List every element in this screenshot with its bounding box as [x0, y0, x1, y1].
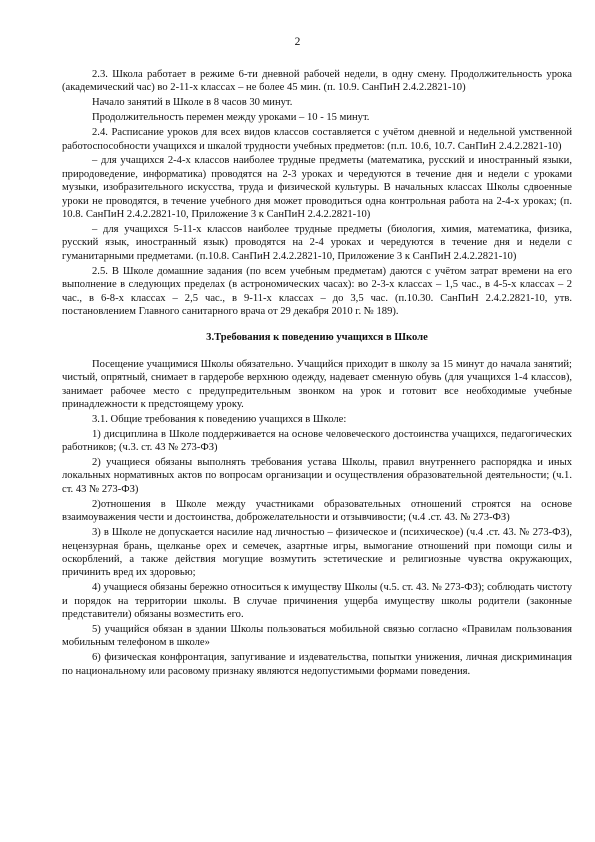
rule-item-3: 3) в Школе не допускается насилие над личностью – физическое и (психическое) (ч.4 .ст. 43. № 273-ФЗ), нецензурная брань, щелканье орех и семечек, азартные игры, вымогание отношений при помощи силы и оскорблений, а также действия могущие возмутить эстетические и религиозные чувства окружающих, причинить вред их здоровью; — [62, 527, 572, 579]
page-number: 2 — [294, 36, 301, 48]
section-heading: 3.Требования к поведению учащихся в Школе — [206, 332, 428, 344]
rule-item-6: 6) физическая конфронтация, запугивание и издевательства, попытки унижения, личная дискриминация по национальному или расовому признаку являются недопустимыми формами поведения. — [62, 652, 572, 677]
paragraph-2-3: 2.3. Школа работает в режиме 6-ти дневной рабочей недели, в одну смену. Продолжительность урока (академический час) во 2-11-х классах – не более 45 мин. (п. 10.9. СанПиН 2.4.2.2821-10) — [62, 69, 572, 94]
rule-item-5: 5) учащийся обязан в здании Школы пользоваться мобильной связью согласно «Правилам пользования мобильным телефоном в школе» — [62, 623, 572, 649]
rule-item-2: 2) учащиеся обязаны выполнять требования устава Школы, правил внутреннего распорядка и иных локальных нормативных актов по вопросам организации и осуществления образовательной деятельности; (ч.1. ст. 43 № 273-ФЗ) — [62, 457, 572, 495]
paragraph-attendance: Посещение учащимися Школы обязательно. Учащийся приходит в школу за 15 минут до начала занятий; чистый, опрятный, снимает в гардеробе верхнюю одежду, надевает сменную обувь (для учащихся 1-4 классов), занимает рабочее место с предупредительным звонком на урок и готовит все необходимые учебные принадлежности к предстоящему уроку. — [62, 358, 572, 410]
paragraph-3-1: 3.1. Общие требования к поведению учащихся в Школе: — [92, 413, 347, 425]
rule-item-4: 4) учащиеся обязаны бережно относиться к имуществу Школы (ч.5. ст. 43. № 273-ФЗ); соблюдать чистоту и порядок на территории школы. В случае причинения ущерба имуществу школы родители (законные представители) обязаны возместить его. — [62, 582, 572, 621]
paragraph-2-4: 2.4. Расписание уроков для всех видов классов составляется с учётом дневной и недельной умственной работоспособности учащихся и шкалой трудности учебных предметов: (п.п. 10.6, 10.7. СанПиН 2.4.2.2821-10) — [62, 127, 572, 152]
rule-item-1: 1) дисциплина в Школе поддерживается на основе человеческого достоинства учащихся, педагогических работников; (ч.3. ст. 43 № 273-ФЗ) — [62, 428, 572, 454]
document-body — [62, 68, 572, 680]
paragraph-grades-5-11: – для учащихся 5-11-х классов наиболее трудные предметы (биология, химия, математика, физика, русский язык, иностранный язык) проводятся на 2-4 уроках и чередуются в течение дня и недели с гуманитарными предметами. (п.10.8. СанПиН 2.4.2.2821-10, Приложение 3 к СанПиН 2.4.2.2821-10) — [62, 223, 572, 262]
paragraph-break-duration: Продолжительность перемен между уроками – 10 - 15 минут. — [92, 112, 370, 124]
rule-item-2b: 2)отношения в Школе между участниками образовательных отношений строятся на основе взаимоуважения чести и достоинства, доброжелательности и отзывчивости; (ч.4 .ст. 43. № 273-ФЗ) — [62, 498, 572, 524]
paragraph-grades-2-4: – для учащихся 2-4-х классов наиболее трудные предметы (математика, русский и иностранный языки, природоведение, информатика) проводятся на 2-3 уроках и чередуются в течение дня и недели с уроками музыки, изобразительного искусства, труда и физической культуры. В начальных классах Школы сдвоенные уроки не проводятся, в течение учебного дня может проводиться одна контрольная работа на 2-4-х уроках; (п. 10.8. СанПиН 2.4.2.2821-10, Приложение 3 к СанПиН 2.4.2.2821-10) — [62, 155, 572, 221]
paragraph-2-5: 2.5. В Школе домашние задания (по всем учебным предметам) даются с учётом затрат времени на его выполнение в следующих пределах (в астрономических часах): во 2-3-х классах – 1,5 час., в 4-5-х классах – 2 час., в 6-8-х классах – 2,5 час., в 9-11-х классах – до 3,5 час. (п.10.30. СанПиН 2.4.2.2821-10, утв. постановлением Главного санитарного врача от 29 декабря 2010 г. № 189). — [62, 265, 572, 317]
paragraph-start-time: Начало занятий в Школе в 8 часов 30 минут. — [92, 97, 293, 109]
